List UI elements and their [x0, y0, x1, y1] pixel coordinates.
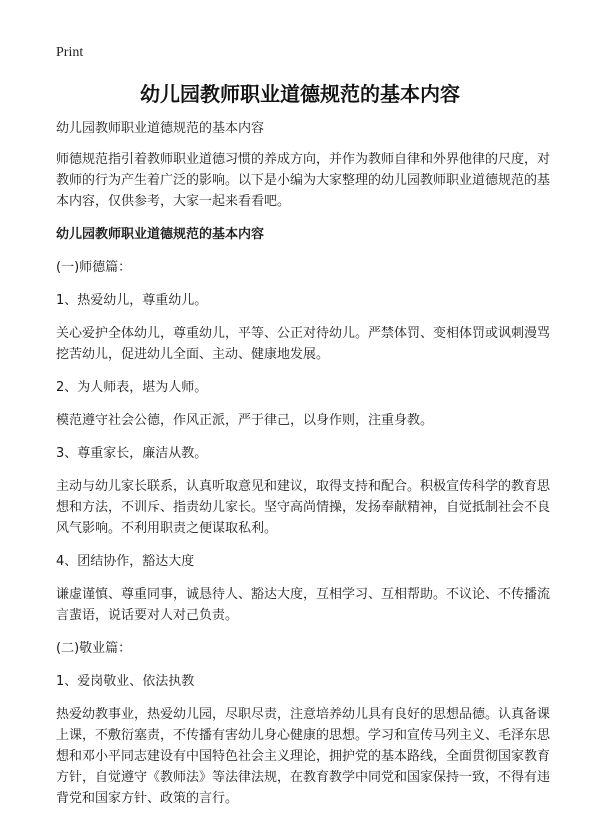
section-heading: 幼儿园教师职业道德规范的基本内容: [56, 227, 265, 242]
point-heading: 4、团结协作，豁达大度: [56, 554, 195, 569]
point-heading: 1、爱岗敬业、依法执教: [56, 674, 195, 689]
page-title: 幼儿园教师职业道德规范的基本内容: [140, 82, 460, 106]
paragraph: 模范遵守社会公德，作风正派，严于律己，以身作则，注重身教。: [56, 413, 434, 428]
paragraph: 主动与幼儿家长联系，认真听取意见和建议，取得支持和配合。积极宣传科学的教育思想和方法，不训斥、指责幼儿家长。坚守高尚情操，发扬奉献精神，自觉抵制社会不良风气影响。不利用职责之便谋取私利。: [56, 479, 551, 536]
article-body: [56, 118, 552, 821]
section-label-ethics: (一)师德篇：: [56, 260, 132, 275]
section-label-dedication: (二)敬业篇：: [56, 641, 132, 656]
point-heading: 2、为人师表，堪为人师。: [56, 380, 208, 395]
paragraph: 谦虚谨慎、尊重同事，诚恳待人、豁达大度，互相学习、互相帮助。不议论、不传播流言蜚语，说话要对人对己负责。: [56, 587, 551, 623]
point-heading: 1、热爱幼儿，尊重幼儿。: [56, 293, 208, 308]
point-heading: 3、尊重家长，廉洁从教。: [56, 446, 208, 461]
article-subtitle: 幼儿园教师职业道德规范的基本内容: [56, 121, 265, 136]
paragraph: 关心爱护全体幼儿，尊重幼儿，平等、公正对待幼儿。严禁体罚、变相体罚或讽刺漫骂挖苦幼儿，促进幼儿全面、主动、健康地发展。: [56, 326, 551, 362]
paragraph: 热爱幼教事业，热爱幼儿园，尽职尽责，注意培养幼儿具有良好的思想品德。认真备课上课，不敷衍塞责，不传播有害幼儿身心健康的思想。学习和宣传马列主义、毛泽东思想和邓小平同志建设有中国特色社会主义理论，拥护党的基本路线，全面贯彻国家教育方针，自觉遵守《教师法》等法律法规，在教育教学中同党和国家保持一致，不得有违背党和国家方针、政策的言行。: [56, 707, 551, 806]
print-link[interactable]: Print: [56, 45, 84, 60]
intro-paragraph: 师德规范指引着教师职业道德习惯的养成方向，并作为教师自律和外界他律的尺度，对教师的行为产生着广泛的影响。以下是小编为大家整理的幼儿园教师职业道德规范的基本内容，仅供参考，大家一起来看看吧。: [56, 152, 551, 209]
